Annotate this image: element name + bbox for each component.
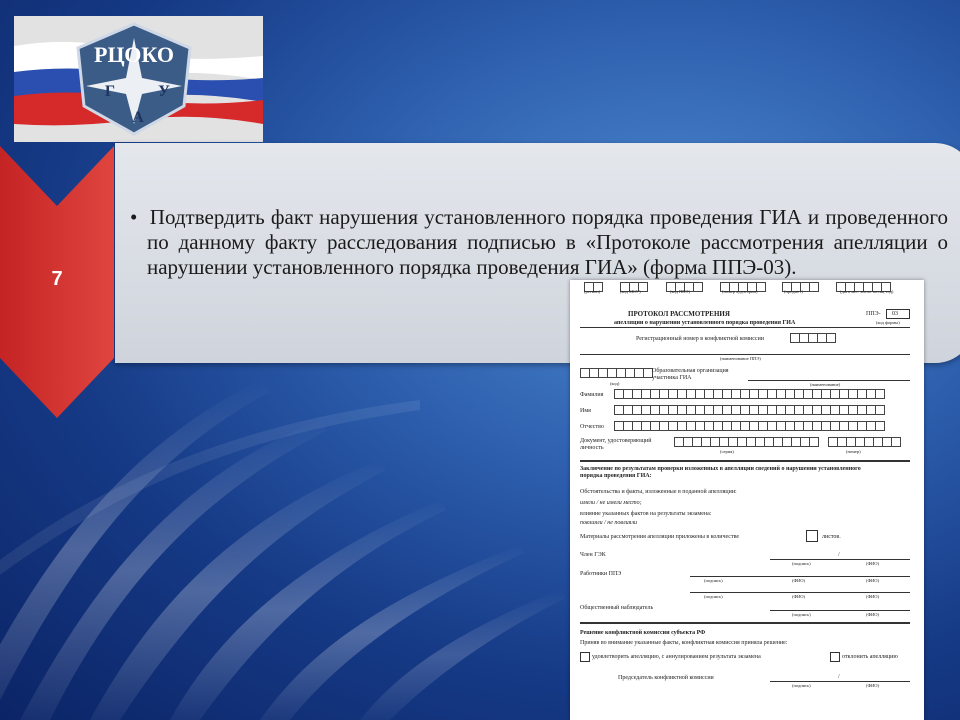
- bullet-text: • Подтвердить факт нарушения установленного порядка проведения ГИА и проведенного по данному факту расследования подписью в «Протоколе рассмотрения апелляции о нарушении установленного порядка проведения ГИА» (форма ППЭ-03).: [130, 205, 948, 279]
- gek-signature-line: [770, 559, 910, 560]
- satisfy-label: удовлетворить апелляцию, с аннулированием результата экзамена: [592, 654, 761, 660]
- conclusion-title: Заключение по результатам проверки изложенных в апелляции сведений о нарушении установленного порядка проведения ГИА:: [580, 466, 861, 479]
- doc-number-cells: [828, 437, 900, 447]
- confirmed-options: имели / не имели место;: [580, 500, 642, 506]
- ppe-workers-line-1: [690, 576, 910, 577]
- step-number: 7: [51, 268, 63, 290]
- section-divider-2: [580, 622, 910, 624]
- form-ppe-03: [570, 280, 924, 720]
- satisfy-checkbox: [580, 652, 590, 662]
- materials-count-box: [806, 530, 818, 542]
- org-code-label: (код): [610, 381, 620, 386]
- chairman-signature-line: [770, 681, 910, 682]
- gek-member-label: Член ГЭК: [580, 552, 606, 558]
- gek-fio-label: (ФИО): [866, 561, 880, 566]
- rcoko-logo: [14, 16, 263, 142]
- label-msu: (код МСУ): [620, 289, 641, 294]
- bullet-item: [130, 205, 948, 280]
- org-name-label: (наименование): [810, 382, 841, 387]
- doc-number-label: (номер): [846, 449, 861, 454]
- influence-options: повлияли / не повлияли: [580, 520, 638, 526]
- observer-signature-label: (подпись): [792, 612, 811, 617]
- reg-number-label: Регистрационный номер в конфликтной комиссии: [636, 336, 764, 342]
- form-code-prefix: ППЭ-: [866, 311, 881, 317]
- ppe-workers-line-2: [690, 592, 910, 593]
- label-auditorium: (номер аудитории): [722, 289, 758, 294]
- first-name-cells: [614, 405, 884, 415]
- gek-slash: /: [838, 552, 840, 558]
- form-code-number: 03: [892, 311, 898, 317]
- reg-number-cells: [790, 333, 835, 343]
- ppe-name-line: [580, 354, 910, 355]
- logo-letter-g: Г: [104, 83, 116, 100]
- patronymic-label: Отчество: [580, 424, 604, 430]
- org-label: Образовательная организация участника ГИА: [652, 368, 729, 381]
- ppe-workers-fio-label-1: (ФИО): [792, 578, 806, 583]
- label-date: (дата экз.: число-месяц-год): [840, 289, 894, 294]
- observer-label: Общественный наблюдатель: [580, 605, 654, 611]
- chairman-fio-label: (ФИО): [866, 683, 880, 688]
- surname-cells: [614, 389, 884, 399]
- reject-checkbox: [830, 652, 840, 662]
- doc-label: Документ, удостоверяющий личность: [580, 438, 652, 451]
- ppe-workers-signature-label-2: (подпись): [704, 594, 723, 599]
- chairman-signature-label: (подпись): [792, 683, 811, 688]
- influence-label: влияние указанных фактов на результаты экзамена:: [580, 511, 712, 517]
- surname-label: Фамилия: [580, 392, 604, 398]
- observer-signature-line: [770, 610, 910, 611]
- form-title: ПРОТОКОЛ РАССМОТРЕНИЯ: [628, 310, 730, 318]
- form-code-box: [886, 309, 910, 319]
- chairman-label: Председатель конфликтной комиссии: [618, 675, 714, 681]
- title-underline: [580, 327, 910, 328]
- ppe-workers-label: Работники ППЭ: [580, 571, 622, 577]
- label-ppe-code: (код ППЭ): [670, 289, 690, 294]
- observer-fio-label: (ФИО): [866, 612, 880, 617]
- doc-series-cells: [674, 437, 818, 447]
- section-divider-1: [580, 460, 910, 462]
- org-code-cells: [580, 368, 652, 378]
- label-region: (регион): [584, 289, 601, 294]
- materials-label: Материалы рассмотрения апелляции приложены в количестве: [580, 534, 740, 540]
- ppe-workers-signature-label-1: (подпись): [704, 578, 723, 583]
- gek-signature-label: (подпись): [792, 561, 811, 566]
- ppe-workers-fio-label-4: (ФИО): [866, 594, 880, 599]
- first-name-label: Имя: [580, 408, 591, 414]
- patronymic-cells: [614, 421, 884, 431]
- decision-text: Приняв во внимание указанные факты, конфликтная комиссия приняла решение:: [580, 640, 788, 646]
- label-subject: (предмет): [784, 289, 803, 294]
- ppe-name-label: (наименование ППЭ): [720, 356, 761, 361]
- chairman-slash: /: [838, 674, 840, 680]
- form-code: [866, 311, 881, 318]
- reject-label: отклонить апелляцию: [842, 654, 898, 660]
- sheets-label: листов.: [822, 534, 841, 540]
- decision-title: Решение конфликтной комиссии субъекта РФ: [580, 630, 706, 636]
- bullet-text-content: Подтвердить факт нарушения установленного порядка проведения ГИА и проведенного по данному факту расследования подписью в «Протоколе рассмотрения апелляции о нарушении установленного порядка проведения ГИА» (форма ППЭ-03).: [147, 205, 948, 279]
- form-code-note: (код формы): [876, 320, 900, 325]
- form-subtitle: апелляции о нарушении установленного порядка проведения ГИА: [614, 320, 796, 326]
- ppe-workers-fio-label-2: (ФИО): [866, 578, 880, 583]
- doc-series-label: (серия): [720, 449, 734, 454]
- logo-title: РЦОКО: [94, 42, 174, 67]
- logo-letter-u: У: [158, 83, 170, 100]
- ppe-workers-fio-label-3: (ФИО): [792, 594, 806, 599]
- org-name-line: [748, 380, 910, 381]
- logo-letter-a: А: [132, 109, 144, 126]
- circumstances-label: Обстоятельства и факты, изложенные в поданной апелляции:: [580, 489, 737, 495]
